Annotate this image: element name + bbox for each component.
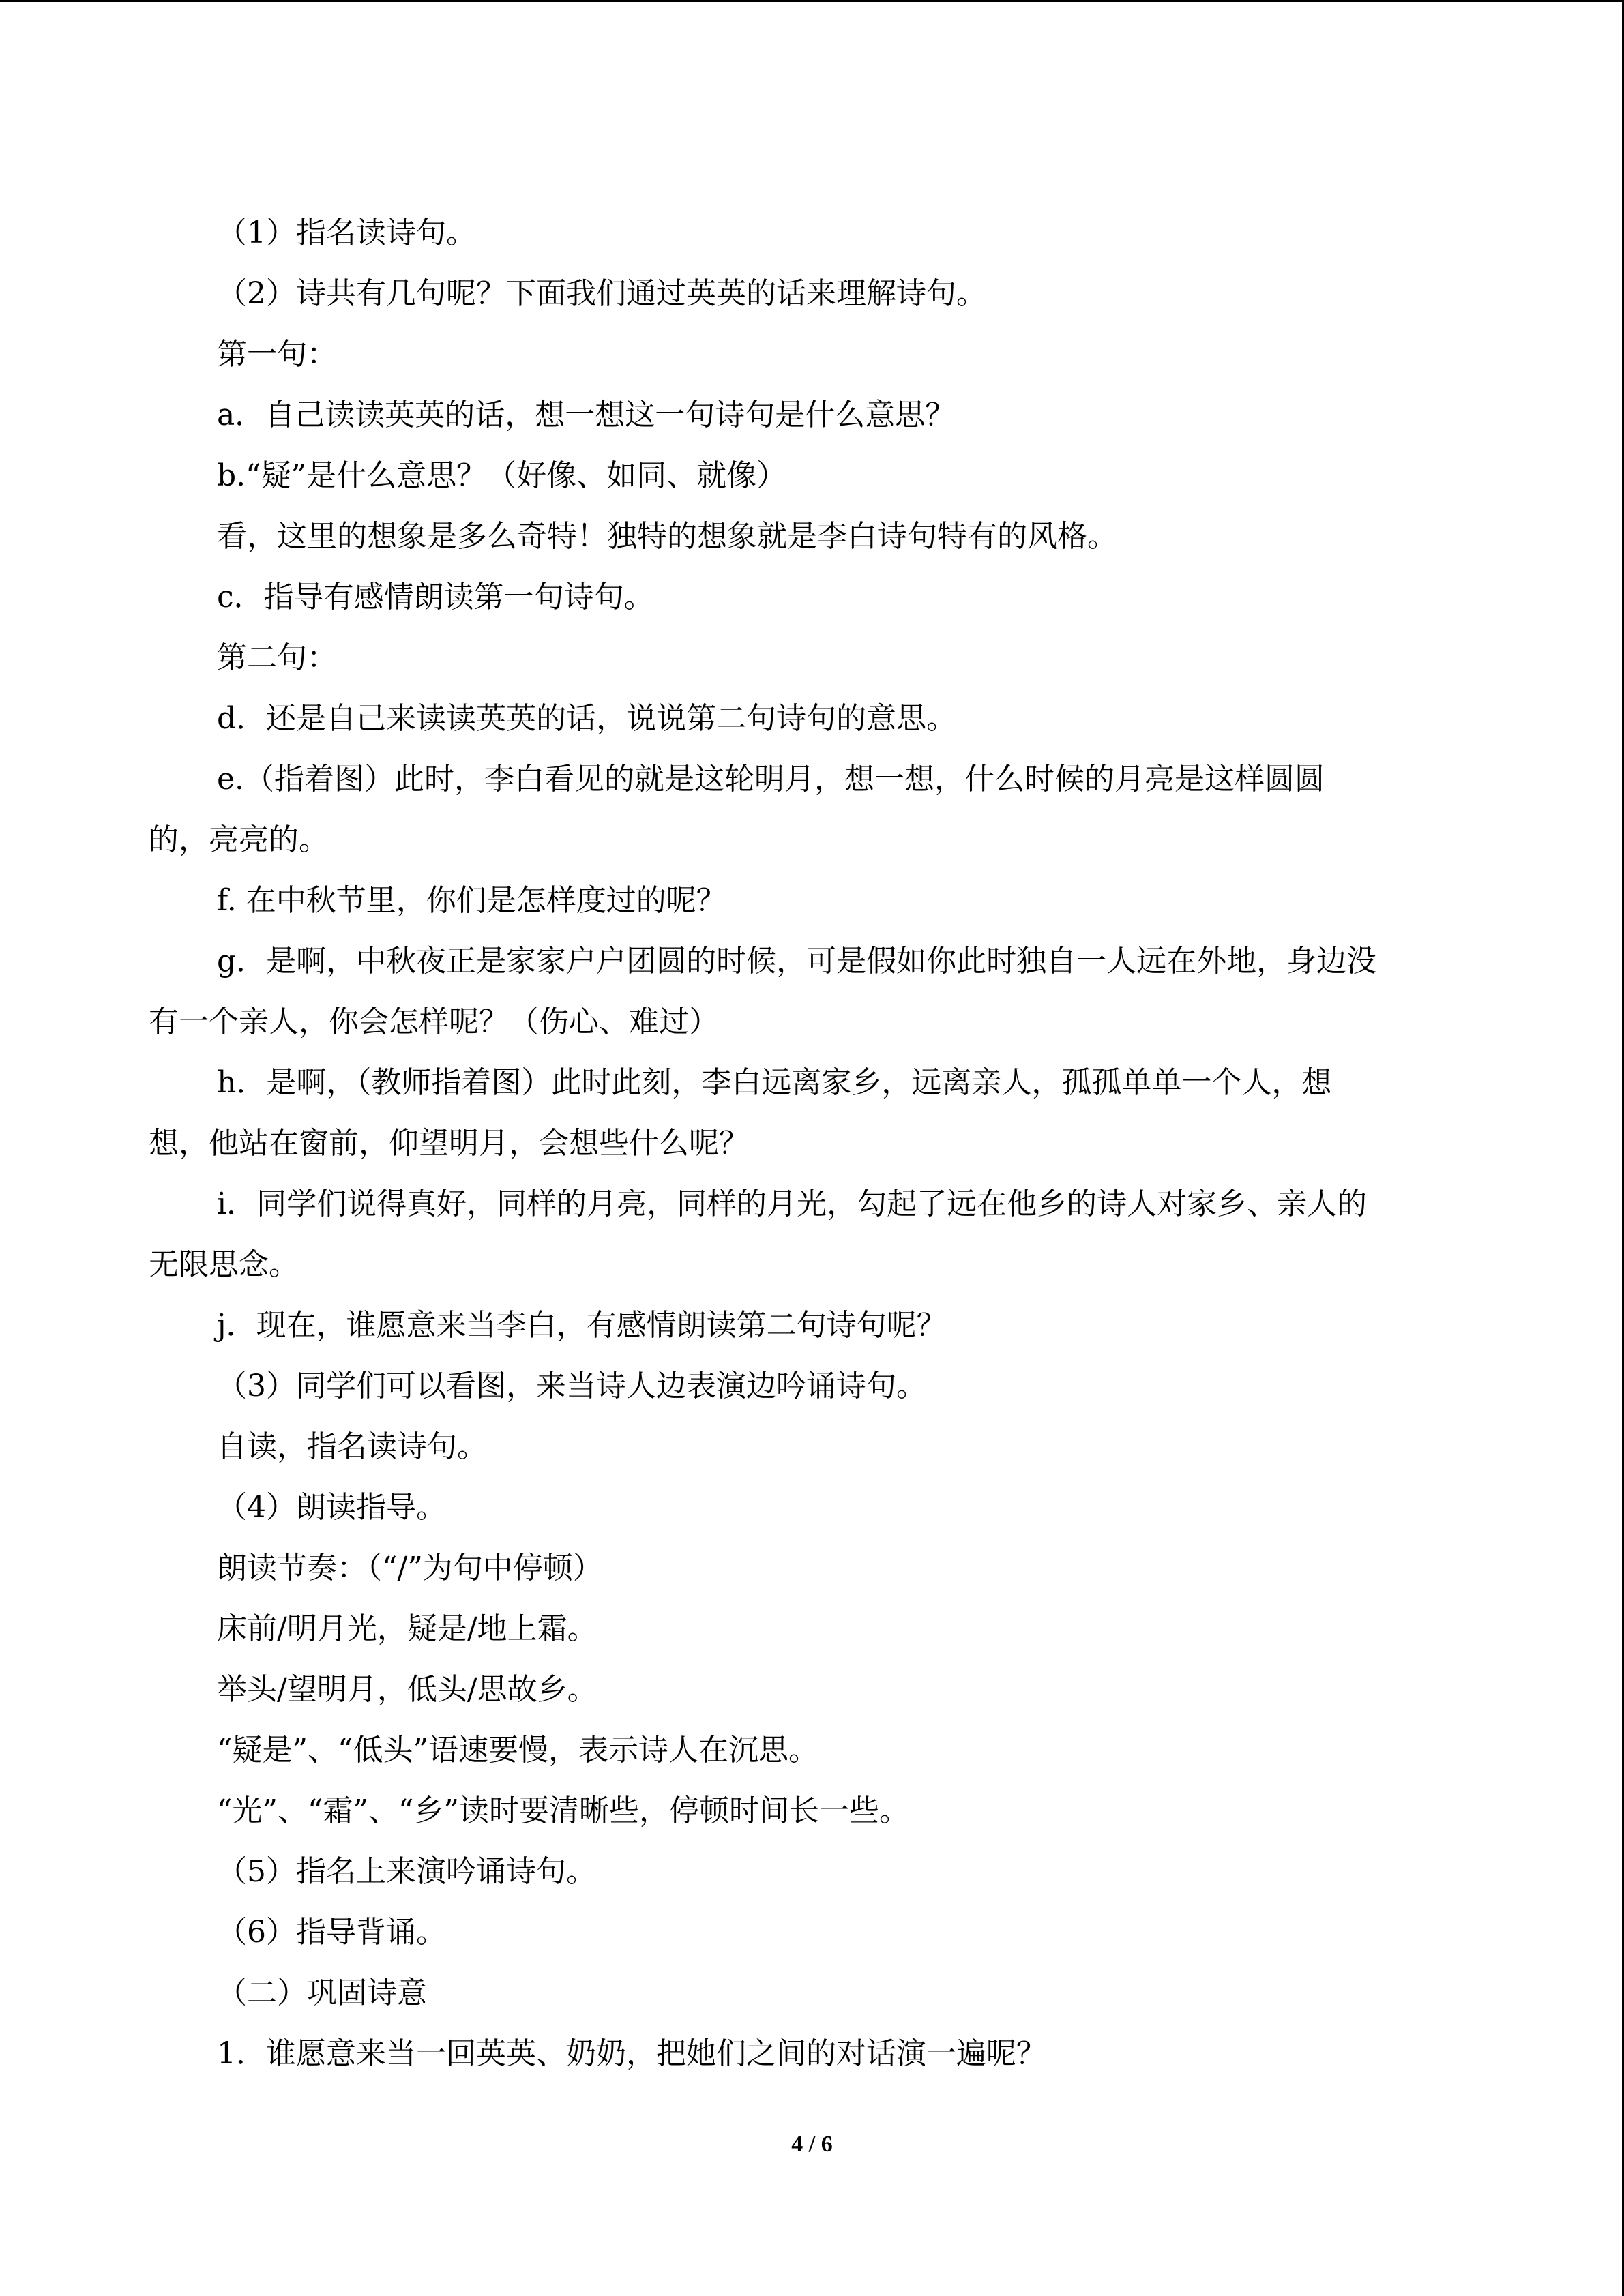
text-line: （4）朗读指导。 (217, 1490, 446, 1525)
text-line: 想，他站在窗前，仰望明月，会想些什么呢？ (149, 1126, 749, 1161)
text-line: g．是啊，中秋夜正是家家户户团圆的时候，可是假如你此时独自一人远在外地，身边没 (217, 944, 1377, 979)
text-line: b.“疑”是什么意思？（好像、如同、就像） (217, 458, 787, 493)
text-line: （5）指名上来演吟诵诗句。 (217, 1854, 596, 1889)
text-line: j．现在，谁愿意来当李白，有感情朗读第二句诗句呢？ (217, 1308, 947, 1343)
text-line: h．是啊，（教师指着图）此时此刻，李白远离家乡，远离亲人，孤孤单单一个人，想 (217, 1065, 1332, 1100)
text-line: 的，亮亮的。 (149, 822, 329, 857)
text-line: （6）指导背诵。 (217, 1915, 446, 1950)
text-line: 第一句： (217, 337, 337, 372)
text-line: 朗读节奏：（“/”为句中停顿） (217, 1551, 603, 1585)
text-line: e.（指着图）此时，李白看见的就是这轮明月，想一想，什么时候的月亮是这样圆圆 (217, 762, 1325, 796)
page-top-border (0, 0, 1624, 2)
text-line: （2）诗共有几句呢？下面我们通过英英的话来理解诗句。 (217, 276, 986, 311)
text-line: d．还是自己来读读英英的话，说说第二句诗句的意思。 (217, 701, 957, 736)
text-line: 1．谁愿意来当一回英英、奶奶，把她们之间的对话演一遍呢？ (217, 2036, 1046, 2071)
text-line: 举头/望明月，低头/思故乡。 (217, 1672, 597, 1707)
text-line: 看，这里的想象是多么奇特！独特的想象就是李白诗句特有的风格。 (217, 519, 1117, 554)
text-line: （二）巩固诗意 (217, 1976, 427, 2010)
text-line: i．同学们说得真好，同样的月亮，同样的月光，勾起了远在他乡的诗人对家乡、亲人的 (217, 1187, 1368, 1221)
text-line: f. 在中秋节里，你们是怎样度过的呢？ (217, 883, 726, 918)
text-line: 有一个亲人，你会怎样呢？（伤心、难过） (149, 1004, 719, 1039)
text-line: “光”、“霜”、“乡”读时要清晰些，停顿时间长一些。 (217, 1793, 909, 1828)
text-line: 无限思念。 (149, 1247, 299, 1282)
text-line: （3）同学们可以看图，来当诗人边表演边吟诵诗句。 (217, 1369, 926, 1403)
text-line: （1）指名读诗句。 (217, 215, 476, 250)
text-line: 第二句： (217, 640, 337, 675)
text-line: 自读，指名读诗句。 (217, 1429, 487, 1464)
text-line: c．指导有感情朗读第一句诗句。 (217, 580, 654, 614)
text-line: 床前/明月光，疑是/地上霜。 (217, 1611, 597, 1646)
text-line: “疑是”、“低头”语速要慢，表示诗人在沉思。 (217, 1733, 818, 1768)
page-number: 4 / 6 (791, 2132, 833, 2157)
text-line: a．自己读读英英的话，想一想这一句诗句是什么意思？ (217, 398, 956, 432)
